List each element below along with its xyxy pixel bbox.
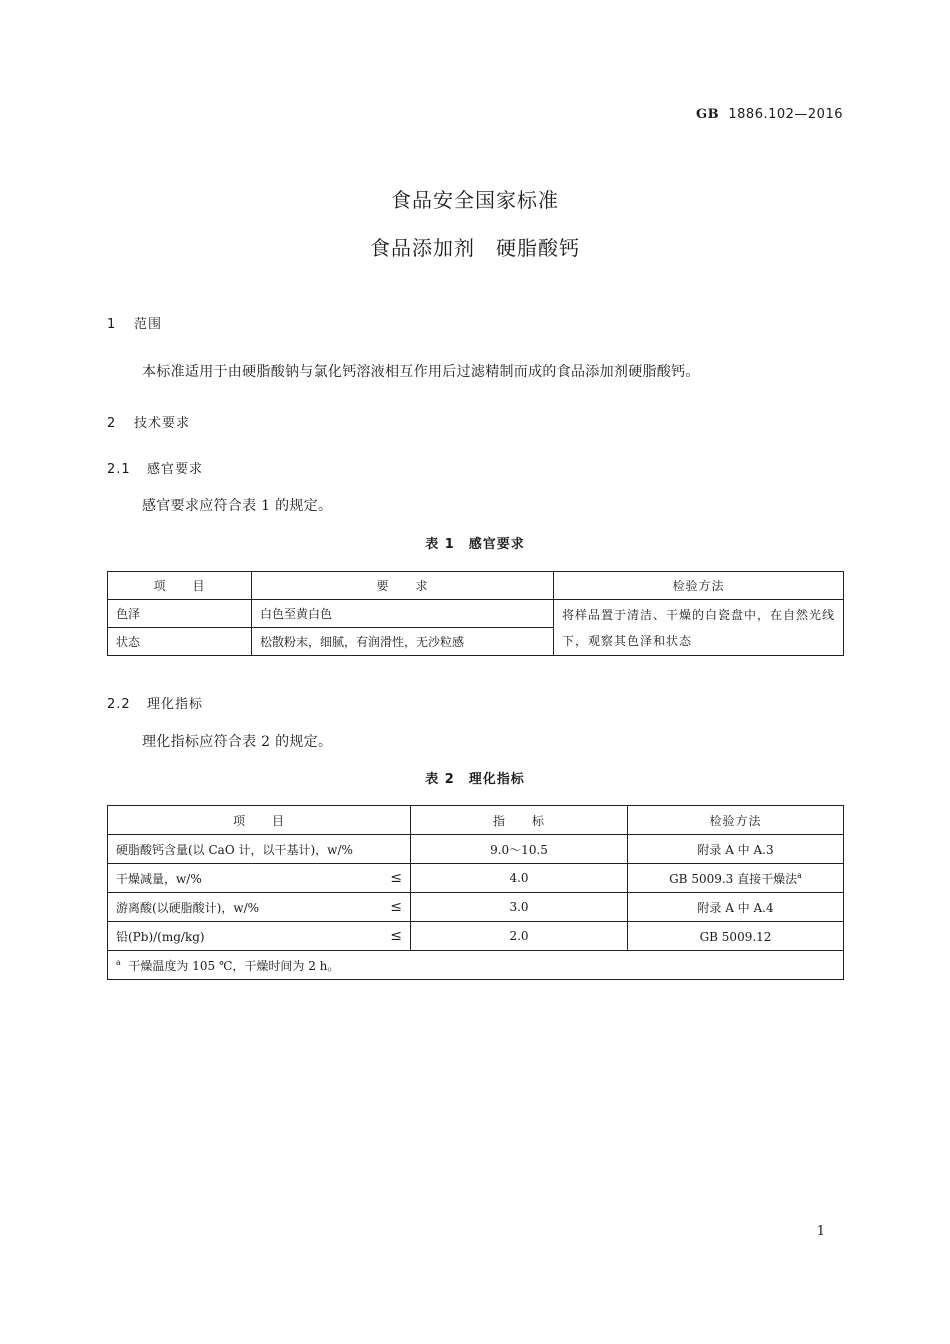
table-cell-method: 将样品置于清洁、干燥的白瓷盘中，在自然光线下，观察其色泽和状态 (554, 600, 844, 656)
table-header-cell: 检验方法 (554, 572, 844, 600)
document-title: 食品安全国家标准 (391, 188, 559, 212)
document-subtitle: 食品添加剂 硬脂酸钙 (370, 236, 580, 260)
table-cell-value: 4.0 (411, 864, 628, 893)
section-number: 2 (107, 416, 117, 431)
section-2-1-text: 感官要求应符合表 1 的规定。 (142, 498, 333, 514)
section-number: 1 (107, 317, 117, 332)
leq-symbol: ≤ (390, 869, 402, 886)
table-header-cell: 项 目 (108, 806, 411, 835)
table-1 (107, 571, 844, 656)
section-number: 2.2 (107, 697, 131, 712)
section-2-1-heading (107, 458, 203, 477)
section-title: 感官要求 (147, 462, 204, 477)
section-title: 理化指标 (147, 697, 204, 712)
table-footnote (108, 951, 844, 980)
footnote-mark: a (797, 870, 802, 880)
table-cell-item (108, 864, 411, 893)
section-title: 范围 (134, 317, 163, 332)
table-row (108, 922, 844, 951)
table-cell-method (628, 864, 844, 893)
section-2-heading (107, 412, 190, 431)
table-cell-value: 3.0 (411, 893, 628, 922)
table-header-cell: 项 目 (108, 572, 252, 600)
section-number: 2.1 (107, 462, 131, 477)
table-cell-item (108, 922, 411, 951)
table-cell-value: 2.0 (411, 922, 628, 951)
method-label: GB 5009.12 (699, 929, 772, 944)
standard-number: 1886.102—2016 (728, 107, 843, 122)
item-label: 游离酸(以硬脂酸计)，w/% (116, 900, 260, 915)
table-cell-requirement: 松散粉末，细腻，有润滑性，无沙粒感 (252, 628, 554, 656)
item-label: 铅(Pb)/(mg/kg) (116, 929, 205, 944)
standard-prefix: GB (696, 107, 720, 122)
footnote-mark: a (116, 957, 121, 967)
standard-code (696, 107, 843, 122)
table-cell-item (108, 893, 411, 922)
item-label: 干燥减量，w/% (116, 871, 202, 886)
table-header-cell: 要 求 (252, 572, 554, 600)
section-1-text: 本标准适用于由硬脂酸钠与氯化钙溶液相互作用后过滤精制而成的食品添加剂硬脂酸钙。 (142, 364, 700, 380)
table-cell-item: 色泽 (108, 600, 252, 628)
table-row (108, 893, 844, 922)
method-label: 附录 A 中 A.3 (697, 842, 774, 857)
table-header-cell: 检验方法 (628, 806, 844, 835)
leq-symbol: ≤ (390, 927, 402, 944)
page-number: 1 (816, 1224, 825, 1239)
table-footnote-row (108, 951, 844, 980)
table-1-caption: 表 1 感官要求 (425, 537, 525, 552)
table-row (108, 835, 844, 864)
table-2-caption: 表 2 理化指标 (425, 772, 525, 787)
table-2 (107, 805, 844, 980)
table-row (108, 864, 844, 893)
leq-symbol: ≤ (390, 898, 402, 915)
table-cell-method (628, 922, 844, 951)
table-cell-value: 9.0～10.5 (411, 835, 628, 864)
method-label: 附录 A 中 A.4 (697, 900, 774, 915)
table-row (108, 600, 844, 628)
table-cell-method (628, 835, 844, 864)
table-header-row (108, 572, 844, 600)
table-cell-method (628, 893, 844, 922)
table-cell-requirement: 白色至黄白色 (252, 600, 554, 628)
section-2-2-text: 理化指标应符合表 2 的规定。 (142, 734, 333, 750)
method-label: GB 5009.3 直接干燥法 (669, 871, 798, 886)
item-label: 硬脂酸钙含量(以 CaO 计，以干基计)，w/% (116, 842, 353, 857)
table-cell-item: 状态 (108, 628, 252, 656)
section-1-heading (107, 313, 162, 332)
table-cell-item (108, 835, 411, 864)
section-2-2-heading (107, 693, 203, 712)
table-header-cell: 指 标 (411, 806, 628, 835)
table-header-row (108, 806, 844, 835)
footnote-text: 干燥温度为 105 ℃，干燥时间为 2 h。 (128, 958, 340, 973)
section-title: 技术要求 (134, 416, 191, 431)
